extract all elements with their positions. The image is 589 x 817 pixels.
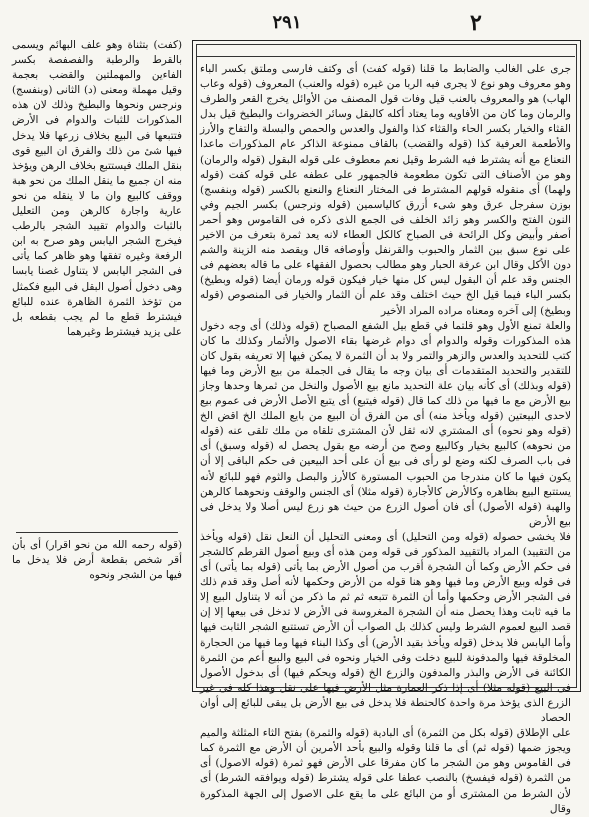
matn-paragraph: (كفت) بتثناة وهو علف البهائم ويسمى بالقرط والرطبة والفصفصة بكسر الفاءين والمهملتين والقضب بعجمة وقيل مهملة ومعنى (د) الثانى (وبنفسج) ونرجس ونحوها والبطيخ وذلك لان هذه المذكورات للثبات والدوام فى الأرض فتتبعها فى البيع بخلاف زرعها فلا يدخل فيها شئ من ذلك والفرق ان البيع قوى بنقل الملك فيستتبع بخلاف الرهن ويؤخذ منه ان جميع ما ينقل الملك من نحو هبة ووقف كالبيع وان ما لا ينقله من نحو عارية واجارة كالرهن ومن التعليل بالثبات والدوام تقييد الشجر بالرطب فيخرج الشجر اليابس وهو صرح به ابن الرفعة وغيره تفقها وهو ظاهر كما يأتى فى الشجر اليابس لا يتناول غصنا يابسا وهى دخول أصول البقل فى البيع فكمثل من تؤخذ الثمرة الظاهرة عنده للبائع فيشترط قطع ما لم يجب بقطعه بل على يزيد فيشترط وغيرهما [12, 39, 182, 338]
commentary-paragraph: فلا يخشى حصوله (قوله ومن التحليل) أى ومعنى التحليل أن النعل نقل (قوله ويأخذ من التقييد) المراد بالتقييد المذكور فى قوله ومن هذه أى وبيع أصول القرطم كالشجر فى حكم الأرض وكما أن الشجرة أقرب من أصول الأرض بما يأتى (قوله بما يأتى) أى فى قوله وبيع الأرض وما فيها وهو هنا قوله من الأرض وحكمها لأنه أصل وقد قدم ذلك فى الشجر الأرض وحكمها وأما أن الثمرة تتبعه ثم ثم ما ذكر من أنه لا يتناول البيع إلا ما فيه ثابت وهذا يحصل منه أن الشجرة المغروسة فى الأرض لا تدخل فى بيعها إلا إن قصد البيع لعموم الشرط وليس كذلك بل الصواب أن الأرض تستتبع الشجر الثابت فيها وأما اليابس فلا يدخل (قوله ويأخذ بقيد الأرض) أى وكذا البناء فيها وما فيها من الحجارة المخلوقة فيها والمدفونة للبيع دخلت وفى الخيار ونحوه فى البيع والبيع أعم من الثمرة الكائنة فى الأرض والبذر والمدفون والزرع الخ (قوله ويحكم فيها) أى بدخول الأصول فى البيع (قوله مثلا) أى إذا ذكر العمارة مثل الأرض فيها على نقل وهذا كله فى غير الزرع الذى يؤخذ مرة واحدة كالحنطة فلا يدخل فى بيع الأرض بل يبقى للبائع إلى أوان الحصاد [200, 530, 571, 725]
main-column-top-rule [196, 56, 575, 57]
commentary-paragraph: على الإطلاق (قوله بكل من الثمرة) أى البادية (قوله والثمرة) بفتح الثاء المثلثة والميم ويجوز ضمها (قوله ثم) أى ما قلنا وقوله والبيع بأحد الأمرين أن الأرض مع الثمرة كما فى القاموس وهو من الشجر ما كان مفرقا على الأرض فهو ثمرة (قوله الاصول) أى من الثمرة (قوله فيفسخ) بالنصب عطفا على قوله يشترط (قوله ويوافقه الشرط) أى لأن الشرط من المشترى أو من البائع على ما يقع على الاصول إلى الجهة المذكورة وقال [200, 727, 571, 815]
commentary-paragraph: والعلة تمنع الأول وهو قلتما في قطع بيل الشفع المصباح (قوله وذلك) أى وجه دخول هذه المذكورات وقوله والدوام أى دوام غرضها بقاء الاصول والأثمار وكذلك ما كان كتب للتحديد والعدس والزهر والتمر ولا بد أن الثمرة لا يمكن فيها إلا تعريفه بقول كان للتقدير والتحديد المتقدمات أى بيان وجه ما يقال فى الجملة من بيع الأرض وما فيها (قوله وبذلك) أى كأنه بيان علة التحديد مانع بيع الأصول والنخل من ثمرها وحدها وجاز بيع الأرض مع ما فيها من ذلك كما قال (قوله فيتبع) أى يتبع الأصل الأرض فى عموم بيع لاحدى البيعتين (قوله ويأخذ منه) أى من الفرق أن البيع من بايع الملك الخ اقض الخ (قوله وهو نحوه) أى المشتري لانه ثقل لأن المشترى تلقاه من ملك تلقى عنه (قوله من نحوهه) كالبيع بخيار وكالبيع وصح من أرضه مع بقول يحصل له (قوله وسبق) أى فى باب الصرف لكنه وضع لو رأى فى بيع أن على أحد البيعين فى حكم الباقى إلا أن يكون فيها ما كان مندرجا من الحبوب المستورة كالأرز والبصل والثوم فهو للبائع لأنه يستتبع البيع بظاهره وكالأرض كالأجارة (قوله مثلا) أى الجنس والوقف ونحوهما كالرهن والهبة (قوله الأصول) أى فان أصول الزرع من حيث هو زرع ليس أصلا ولا يدخل فى بيع الأرض [200, 319, 571, 528]
page-number: ٢٩١ [272, 12, 302, 33]
matn-margin-column [12, 38, 182, 528]
commentary-paragraph: جرى على الغالب والضابط ما قلنا (قوله كفت) أى وكتف فارسى وملتق بكسر الباء وهو معروف وهو نوع لا يجرى فيه الربا من غيره (قوله والعنب) المعروف (قوله وعاب الهاب) هو والمعروف بالعنب قيل وفات قول المصنف من الأوائل يخرج القعر والطرف والرمان وما كان من الأفاويه وما يعتاد أكله كالبقل وسائر الخضروات والبطيخ قيل بدل القثاء والخيار بكسر الحاء والقثاء كذا والفول والعدس والحمص والبسلة والتفاح والأرز والأطعمة العرفية كذا (قوله والقضب) بالقاف ممنوعة الذاكر عام المذكورات ماعدا النعناع مع أنه يشترط فيه الشرط وقيل نعم معطوف على قوله البقول (قوله والرمان) وهو من الأصناف التى تكون مطعومة فالجمهور على عطفه على قوله كفت (قوله ولهما) أى منقوله قولهم المشترط فى المختار النعناع والنعنع بالكسر (قوله وبنفسج) بوزن سفرجل عرق وهو شىء أزرق كالياسمين (قوله ونرجس) بكسر الجيم وفي النون الفتح والكسر وهو زائد الخلف فى الجمع الذى ذكره فى القاموس وهو أحمر أصفر وأبيض وكل الرائحة فى الصباح كالكل العطاء لانه يعد ثمرة بتعرف من الاخير على نوع سبق بين الثمار والحبوب والقرنفل وأوصافه قال ويقصد منه الزينة والشم دون الأكل وقال ابن عرفة الحبار وهو مطالب بحصول الفقهاء على ما قاله بعضهم فى الجنس وقد علم أن البقول ليس كل منها خيار فيكون قوله ورمان أيضا (قوله وبطيخ) بكسر الباء فيما قيل الخ حيث اختلف وقد علم أن الثمار والخيار فى المنصوص (قوله وبطيخ) إلى آخره ومعناه مراده المراد الأخير [200, 63, 571, 317]
margin-separator-rule [16, 532, 178, 533]
footnote-paragraph: (قوله رحمه الله من نحو اقرار) أى بأن أقر شخص بقطعة أرض فلا يدخل ما فيها من الشجر ونحوه [12, 539, 182, 582]
page-signature-mark: ٢ [470, 10, 482, 36]
commentary-column [200, 62, 571, 815]
margin-footnote [12, 538, 182, 648]
